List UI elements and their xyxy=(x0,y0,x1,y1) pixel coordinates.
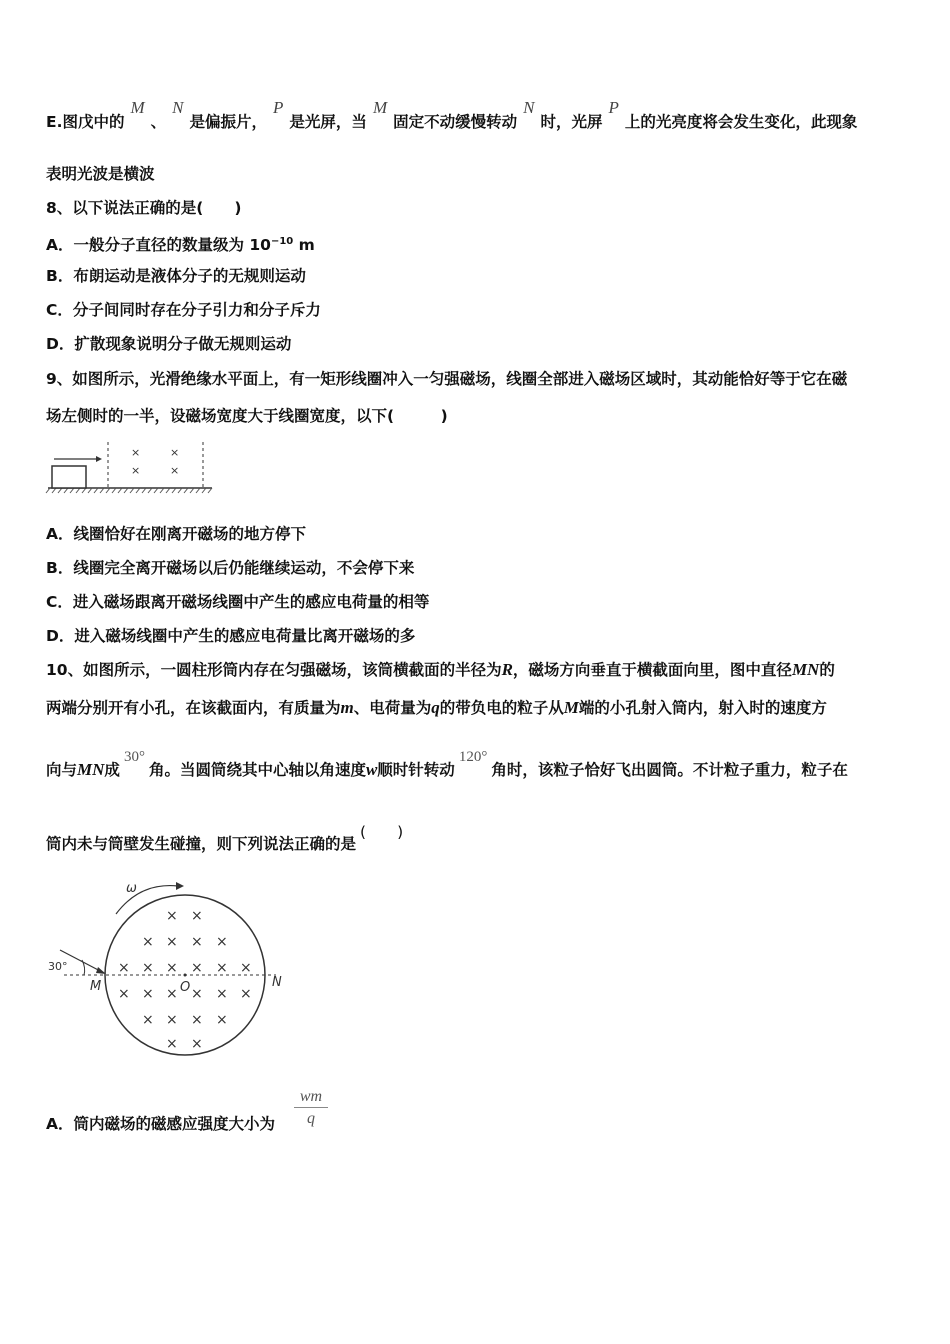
exponent: −10 xyxy=(270,236,294,247)
rotation-arrow-icon xyxy=(176,882,184,890)
q8-option-a: A．一般分子直径的数量级为 $10^{-10}$ m xyxy=(46,236,315,255)
q8-option-b: B．布朗运动是液体分子的无规则运动 xyxy=(46,267,306,285)
field-cross: × xyxy=(166,986,178,1002)
field-cross: × xyxy=(170,464,180,477)
q10-figure xyxy=(44,872,304,1062)
math-m: M xyxy=(372,98,388,117)
angle-120: 120° xyxy=(458,749,488,765)
q9-option-b: B．线圈完全离开磁场以后仍能继续运动，不会停下来 xyxy=(46,559,415,577)
q9-stem-line2: 场左侧时的一半，设磁场宽度大于线圈宽度，以下( ) xyxy=(46,407,448,425)
field-cross: × xyxy=(142,960,154,976)
fraction-wm-over-q: $\frac{wm}{q}$ xyxy=(294,1088,328,1128)
field-cross: × xyxy=(240,960,252,976)
field-cross: × xyxy=(216,986,228,1002)
option-e-continuation: 表明光波是横波 xyxy=(46,165,155,183)
field-cross: × xyxy=(216,960,228,976)
point-n-label: N xyxy=(272,975,282,990)
velocity-arrow-icon xyxy=(96,456,102,462)
field-cross: × xyxy=(166,960,178,976)
q10-stem-line1: 10、如图所示，一圆柱形筒内存在匀强磁场，该筒横截面的半径为R，磁场方向垂直于横截面向里，图中直径MN的 xyxy=(46,660,835,679)
q9-option-d: D．进入磁场线圈中产生的感应电荷量比离开磁场的多 xyxy=(46,627,416,645)
q10-stem-line3: 向与MN成30°角。当圆筒绕其中心轴以角速度w顺时针转动120°角时，该粒子恰好飞出圆筒。不计粒子重力，粒子在 xyxy=(46,749,848,779)
q9-option-a: A．线圈恰好在刚离开磁场的地方停下 xyxy=(46,525,306,543)
q10-stem-line2: 两端分别开有小孔，在该截面内，有质量为m、电荷量为q的带负电的粒子从M端的小孔射入筒内，射入时的速度方 xyxy=(46,698,827,717)
field-cross: × xyxy=(191,934,203,950)
angle-30: 30° xyxy=(123,749,145,765)
field-cross: × xyxy=(191,908,203,924)
field-cross: × xyxy=(216,934,228,950)
coil-rectangle xyxy=(52,466,86,488)
q8-stem: 8、以下说法正确的是( ) xyxy=(46,199,242,217)
center-o-label: O xyxy=(180,980,191,995)
field-cross: × xyxy=(240,986,252,1002)
q9-stem-line1: 9、如图所示，光滑绝缘水平面上，有一矩形线圈冲入一匀强磁场，线圈全部进入磁场区域时，其动能恰好等于它在磁 xyxy=(46,370,848,388)
math-p: P xyxy=(608,98,619,117)
field-cross: × xyxy=(131,446,141,459)
field-cross: × xyxy=(142,986,154,1002)
field-cross: × xyxy=(191,1012,203,1028)
q9-option-c: C．进入磁场跟离开磁场线圈中产生的感应电荷量的相等 xyxy=(46,593,430,611)
field-cross: × xyxy=(166,1012,178,1028)
field-cross: × xyxy=(166,934,178,950)
q10-stem-line4: 筒内未与筒壁发生碰撞，则下列说法正确的是( ) xyxy=(46,823,404,853)
math-n: N xyxy=(523,98,535,117)
q10-option-a: A．筒内磁场的磁感应强度大小为 xyxy=(46,1115,275,1133)
field-cross: × xyxy=(142,1012,154,1028)
field-cross: × xyxy=(142,934,154,950)
math-p: P xyxy=(273,98,284,117)
field-cross: × xyxy=(166,908,178,924)
field-cross: × xyxy=(191,986,203,1002)
math-m: M xyxy=(130,98,145,117)
q8-option-c: C．分子间同时存在分子引力和分子斥力 xyxy=(46,301,321,319)
field-cross: × xyxy=(216,1012,228,1028)
q9-figure xyxy=(40,436,220,498)
field-cross: × xyxy=(191,1036,203,1052)
option-e-line: E.图戊中的M、N是偏振片，P是光屏，当M固定不动缓慢转动N时，光屏P上的光亮度将会发生变化，此现象 xyxy=(46,98,858,131)
field-cross: × xyxy=(131,464,141,477)
angle-label: 30° xyxy=(48,960,68,973)
field-cross: × xyxy=(170,446,180,459)
field-cross: × xyxy=(191,960,203,976)
point-m-label: M xyxy=(90,979,102,994)
math-n: N xyxy=(172,98,184,117)
omega-label: ω xyxy=(126,881,137,896)
field-cross: × xyxy=(118,960,130,976)
field-cross: × xyxy=(118,986,130,1002)
field-cross: × xyxy=(166,1036,178,1052)
q8-option-d: D．扩散现象说明分子做无规则运动 xyxy=(46,335,292,353)
